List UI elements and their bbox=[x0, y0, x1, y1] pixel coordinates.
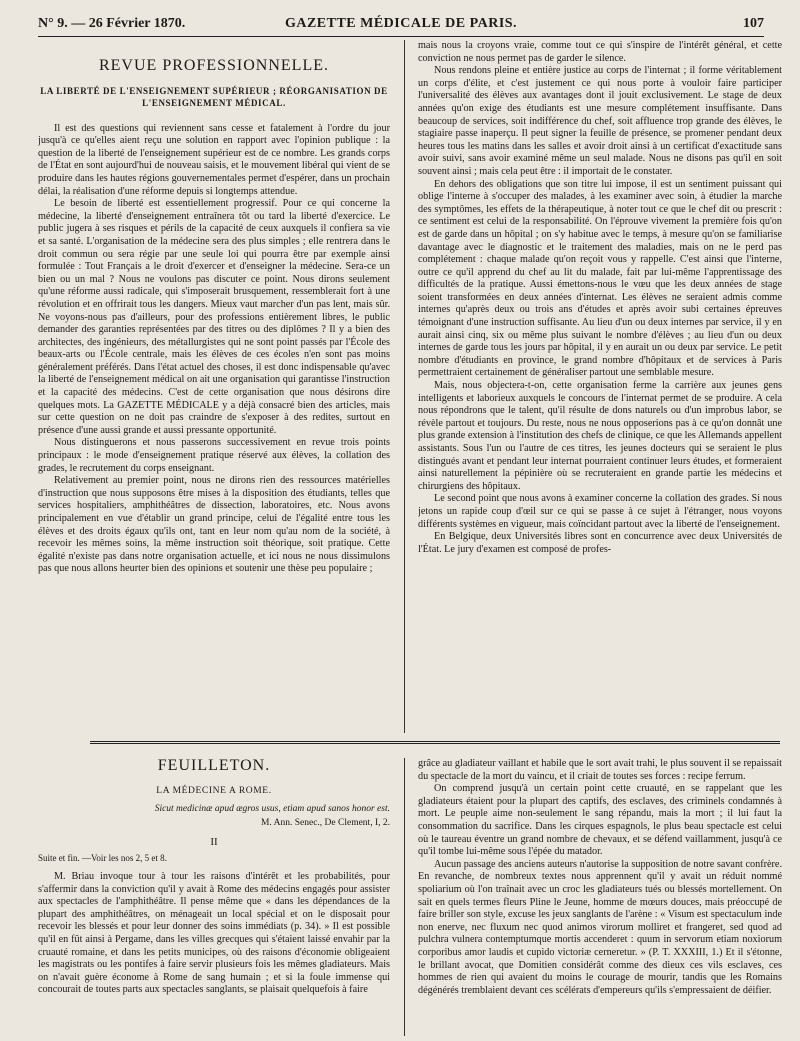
feuilleton-column-left bbox=[38, 758, 390, 1036]
part-number: II bbox=[210, 835, 218, 848]
issue-date: N° 9. — 26 Février 1870. bbox=[38, 16, 186, 31]
page-number: 107 bbox=[743, 16, 764, 31]
paragraph: Il est des questions qui reviennent sans cesse et fatalement à l'ordre du jour jusqu'à ce qu'elles aient reçu une solution en rapport avec l'opinion publique : la question de la liberté de l'enseignement supérieur est de ce nombre. Les grands corps de l'État en sont aujourd'hui de nouveau saisis, et le mouvement libéral qui vient de se produire dans les hautes régions gouvernementales permet d'espérer, dans un prochain délai, la réalisation d'une réforme depuis si longtemps attendue. bbox=[38, 122, 390, 197]
paragraph: En Belgique, deux Universités libres sont en concurrence avec deux Universités de l'État. Le jury d'examen est composé de profes- bbox=[418, 531, 782, 555]
paragraph: Nous rendons pleine et entière justice au corps de l'internat ; il forme véritablement un corps d'élite, et c'est justement ce qui nous porte à vouloir faire participer l'universalité des élèves aux avantages dont il jouit exclusivement. Le stage de deux années qu'on exige des étudiants est une mesure complétement insuffisante. Dans beaucoup de services, soit indifférence du chef, soit affluence trop grande des élèves, le stagiaire passe inaperçu. Il peut signer la feuille de présence, se promener pendant deux heures tous les matins dans les salles et avoir droit ainsi à un certificat d'exactitude sans avoir suivi, sans avoir examiné même un seul malade. Nous ne disons pas qu'il en soit souvent ainsi ; mais cela peut être : il importait de le constater. bbox=[418, 65, 782, 177]
paragraph: M. Briau invoque tour à tour les raisons d'intérêt et les probabilités, pour s'affermir dans la conviction qu'il y avait à Rome des médecins engagés pour assister aux spectacles de l'amphithéâtre. Il pense même que « dans les dépendances de la plupart des amphithéâtres, on ménageait un local spécial et on le disposait pour recevoir les blessés et pour leur donner des soins immédiats (p. 34). » Il est possible qu'il en fût ainsi à Pergame, dans les villes grecques qui s'étaient laissé envahir par la cruauté romaine, et dans les petits municipes, où des raisons d'économie obligeaient les magistrats ou les pontifes à faire servir plusieurs fois les mêmes gladiateurs. Mais on n'avait guère économe à Rome de sang humain ; et si la foule immense qui concourait de toutes parts aux spectacles sanglants, se plaisait quelquefois à faire bbox=[38, 870, 390, 996]
paragraph: Aucun passage des anciens auteurs n'autorise la supposition de notre savant confrère. En revanche, de nombreux textes nous apprennent qu'il y avait un réduit nommé spoliarium où l'on traînait avec un croc les gladiateurs tués ou blessés mortellement. On sait en quels termes fleurs Pline le Jeune, homme de mœurs douces, mais préoccupé de faire briller son style, excuse les jeux sanglants de l'arène : « Visum est spectaculum inde non enerve, nec fluxum nec quod animos virorum molliret et frangeret, sed quod ad pulchra vulnera contemptumque mortis accenderet : quum in servorum etiam noxiorum corporibus amor laudis et cupido victoriæ cerneretur. » (P. T. XXXIII, 1.) Et il s'étonne, le brillant avocat, que Domitien considérât comme des dieux ces vils esclaves, ces hommes de rien qui avaient du moins le courage de mourir, tandis que les Romains dégénérés tremblaient devant ces scélérats d'empereurs qu'ils s'empressaient de déifier. bbox=[418, 858, 782, 996]
column-divider bbox=[404, 40, 405, 733]
feuilleton-title: FEUILLETON. bbox=[157, 758, 271, 774]
page-header bbox=[38, 14, 764, 37]
paragraph: Mais, nous objectera-t-on, cette organisation ferme la carrière aux jeunes gens intelligents et laborieux auxquels le concours de l'internat permet de se produire. A cela nous répondrons que le talent, qu'il résulte de dons naturels ou d'un improbus labor, se révèle partout et toujours. Du reste, nous ne nous opposerions pas à ce qu'on donnât une plus grande extension à l'institution des chefs de clinique, ce que les Allemands appellent assistants. Sous l'un ou l'autre de ces titres, les jeunes docteurs qui se seraient le plus distingués avant et pendant leur internat pourraient continuer leurs études, et formeraient ainsi naturellement la pépinière où se recruteraient en grande partie les médecins et chirurgiens des hôpitaux. bbox=[418, 380, 782, 492]
revue-column-left bbox=[38, 40, 390, 733]
paragraph: Nous distinguerons et nous passerons successivement en revue trois points principaux : le mode d'enseignement pratique réservé aux élèves, la collation des grades, le recrutement du corps enseignant. bbox=[38, 437, 390, 474]
column-divider bbox=[404, 758, 405, 1036]
paragraph: mais nous la croyons vraie, comme tout ce qui s'inspire de l'intérêt général, et cette conviction ne nous permet pas de garder le silence. bbox=[418, 40, 782, 64]
feuilleton-column-right bbox=[418, 758, 782, 1036]
epigraph-source: M. Ann. Senec., De Clement, I, 2. bbox=[260, 818, 390, 829]
revue-column-right bbox=[418, 40, 782, 733]
revue-title: REVUE PROFESSIONNELLE. bbox=[98, 57, 329, 74]
feuilleton-subtitle: LA MÉDECINE A ROME. bbox=[156, 785, 272, 796]
journal-title: GAZETTE MÉDICALE DE PARIS. bbox=[284, 16, 518, 31]
paragraph: grâce au gladiateur vaillant et habile que le sort avait trahi, le plus souvent il se repaissait du spectacle de la mort du vaincu, et il criait de toutes ses forces : recipe ferrum. bbox=[418, 758, 782, 782]
revue-subtitle: LA LIBERTÉ DE L'ENSEIGNEMENT SUPÉRIEUR ; RÉORGANISATION DE L'ENSEIGNEMENT MÉDICAL. bbox=[40, 85, 388, 108]
feuilleton-separator bbox=[90, 741, 780, 744]
paragraph: On comprend jusqu'à un certain point cette cruauté, en se rappelant que les gladiateurs étaient pour la plupart des captifs, des esclaves, des criminels condamnés à mort. Le peuple aime non-seulement le sang répandu, mais la mort ; il lui faut la consommation du sacrifice. Dans les cirques espagnols, le plus beau spectacle est celui où le taureau éventre un grand nombre de chevaux, et se défend vaillamment, jusqu'à ce qu'il tombe lui-même sous l'épée du matador. bbox=[418, 783, 782, 858]
paragraph: En dehors des obligations que son titre lui impose, il est un sentiment puissant qui oblige l'interne à s'occuper des malades, à les examiner avec soin, à étudier la marche des symptômes, les effets de la thérapeutique, à noter tout ce que le chef dit ou prescrit : ce sentiment est celui de la responsabilité. On l'éprouve vivement la première fois qu'on est de garde dans un hôpital ; on s'y habitue avec le temps, à mesure qu'on se familiarise davantage avec le diagnostic et le traitement des maladies, mais on ne le perd pas complétement : chaque malade qu'on reçoit vous y rappelle. C'est ainsi que l'interne, outre ce qu'il apprend du chef au lit du malade, fait par lui-même l'apprentissage des difficultés de la pratique. Aussi émettons-nous le vœu que les deux années de stage soient transformées en deux années d'internat. Les élèves ne seraient admis comme internes qu'après deux ou trois ans d'études et après avoir subi certaines épreuves témoignant d'une instruction suffisante. Au lieu d'un ou deux internes par service, il y en aurait ainsi cinq, six ou même plus suivant le nombre d'élèves ; au lieu d'un ou deux internes de garde tous les jours par hôpital, il y en aurait un ou deux par service. Le petit nombre d'étudiants en province, le grand nombre d'hôpitaux et de services à Paris permettraient certainement de généraliser partout une semblable mesure. bbox=[418, 178, 782, 379]
paragraph: Relativement au premier point, nous ne dirons rien des ressources matérielles d'instruction que nous supposons être mises à la disposition des étudiants, telles que services hospitaliers, amphithéâtres de dissection, laboratoires, etc. Nous avons principalement en vue d'établir un grand principe, celui de l'égalité entre tous les élèves et des droits égaux qu'ils ont, tant en leur nom qu'au nom de la société, à recevoir les mêmes soins, la même instruction soit théorique, soit pratique. Cette égalité n'existe pas dans notre organisation actuelle, et ici nous ne nous dissimulons pas que nous allons heurter bien des opinions et soutenir une thèse peu populaire ; bbox=[38, 475, 390, 575]
paragraph: Le besoin de liberté est essentiellement progressif. Pour ce qui concerne la médecine, la liberté d'enseignement entraînera tôt ou tard la liberté d'exercice. Le public jugera à ses risques et périls de la capacité de ceux auxquels il confiera sa vie et sa santé. L'organisation de la médecine sera des plus simples ; elle rentrera dans le droit commun ou sera régie par une seule loi qui pourra être par exemple ainsi formulée : Tout Français a le droit d'exercer et d'enseigner la médecine. Sera-ce un bien ou un mal ? Nous ne voulons pas discuter ce point. Nous dirons seulement qu'une réforme aussi radicale, qui s'imposerait brusquement, ressemblerait fort à une révolution et en offrirait tous les dangers. Mieux vaut marcher d'un pas lent, mais sûr. Ne voyons-nous pas d'ailleurs, pour des professions entièrement libres, le public demander des garanties représentées par des titres ou des diplômes ? Il y a bien des architectes, des ingénieurs, des métallurgistes qui ne sont point passés par l'École des beaux-arts ou l'École centrale, mais les élèves de ces écoles n'en sont pas moins généralement préférés. Dans l'état actuel des choses, il est donc indispensable qu'avec la liberté de l'enseignement médical on ait une organisation qui garantisse l'instruction et la capacité des médecins. C'est de cette organisation que nous désirons dire quelques mots. La GAZETTE MÉDICALE y a déjà consacré bien des articles, mais sur cette question on ne doit pas craindre de s'exposer à des redites, surtout en présence d'une aussi grande et aussi pressante opportunité. bbox=[38, 198, 390, 436]
paragraph: Le second point que nous avons à examiner concerne la collation des grades. Si nous jetons un rapide coup d'œil sur ce qui se passe à ce sujet à l'étranger, nous voyons différents systèmes en vigueur, mais coïncidant partout avec la liberté de l'enseignement. bbox=[418, 493, 782, 530]
epigraph: Sicut medicinæ apud ægros usus, etiam apud sanos honor est. bbox=[154, 804, 390, 815]
continuation-note: Suite et fin. —Voir les nos 2, 5 et 8. bbox=[38, 853, 167, 864]
